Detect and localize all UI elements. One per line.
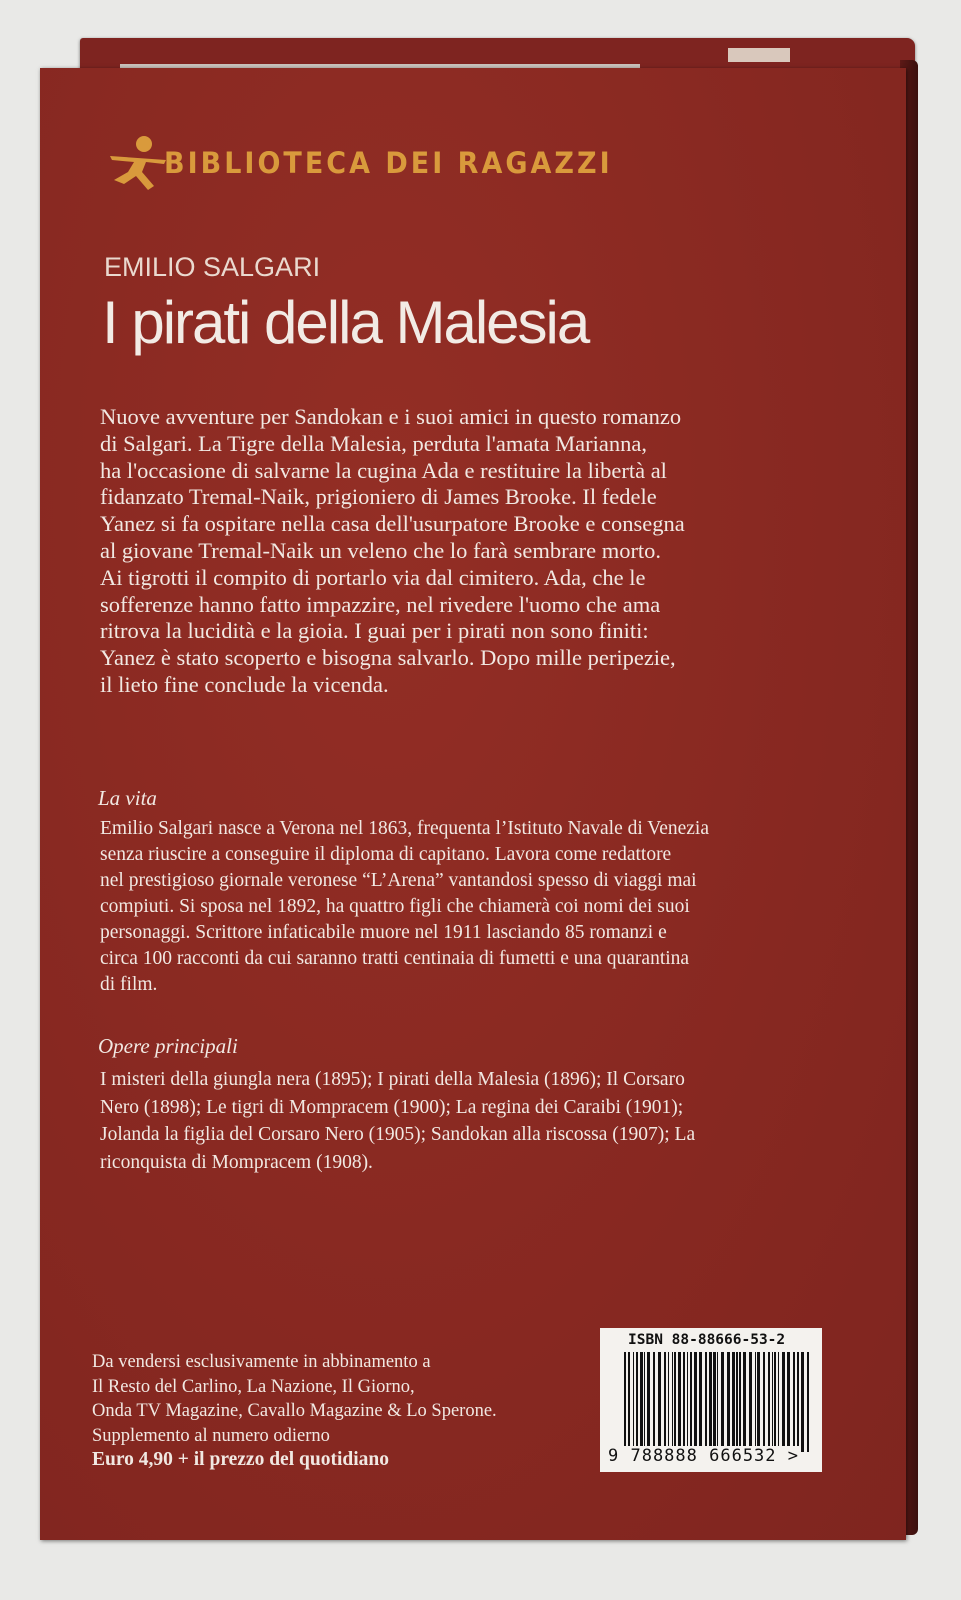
barcode-bar bbox=[658, 1352, 661, 1452]
barcode-bar bbox=[772, 1352, 773, 1452]
sale-line: Il Resto del Carlino, La Nazione, Il Giorno, bbox=[92, 1376, 415, 1397]
barcode-bar bbox=[787, 1352, 790, 1452]
barcode-bar bbox=[774, 1352, 776, 1452]
barcode-bar bbox=[668, 1352, 669, 1452]
barcode-bar bbox=[732, 1352, 735, 1452]
sale-line: Supplemento al numero odierno bbox=[92, 1425, 330, 1446]
barcode-bar bbox=[709, 1352, 712, 1452]
barcode-bars bbox=[624, 1352, 810, 1452]
sale-line: Da vendersi esclusivamente in abbinamento a bbox=[92, 1352, 431, 1372]
sale-line: Onda TV Magazine, Cavallo Magazine & Lo Sperone. bbox=[92, 1401, 497, 1421]
blurb-line: al giovane Tremal-Naik un veleno che lo farà sembrare morto. bbox=[100, 537, 662, 563]
barcode-bar bbox=[807, 1352, 809, 1452]
barcode-bar bbox=[644, 1352, 645, 1452]
price: Euro 4,90 + il prezzo del quotidiano bbox=[92, 1449, 389, 1470]
barcode-bar bbox=[633, 1352, 634, 1452]
barcode-bar bbox=[727, 1352, 730, 1452]
blurb-line: Ai tigrotti il compito di portarlo via dal cimitero. Ada, che le bbox=[100, 564, 646, 590]
blurb bbox=[100, 404, 685, 699]
series-logo bbox=[106, 134, 613, 192]
barcode-bar bbox=[797, 1352, 799, 1452]
blurb-line: fidanzato Tremal-Naik, prigioniero di James Brooke. Il fedele bbox=[100, 484, 657, 510]
barcode-bar bbox=[778, 1352, 779, 1452]
barcode-bar bbox=[694, 1352, 697, 1452]
barcode-bar bbox=[699, 1352, 702, 1452]
barcode-bar bbox=[628, 1352, 630, 1452]
bio-line: Emilio Salgari nasce a Verona nel 1863, frequenta l’Istituto Navale di Venezia bbox=[100, 818, 709, 839]
series-name: BIBLIOTECA DEI RAGAZZI bbox=[164, 145, 613, 181]
barcode-bar bbox=[801, 1352, 804, 1452]
blurb-line: Nuove avventure per Sandokan e i suoi amici in questo romanzo bbox=[100, 404, 682, 429]
bio-line: compiuti. Si sposa nel 1892, ha quattro figli che chiamerà coi nomi dei suoi bbox=[100, 896, 690, 917]
barcode-bar bbox=[793, 1352, 795, 1452]
bio-text bbox=[100, 816, 709, 998]
barcode-bar bbox=[705, 1352, 707, 1452]
barcode-bar bbox=[683, 1352, 685, 1452]
book-back-cover bbox=[40, 68, 906, 1540]
bio-line: di film. bbox=[100, 974, 158, 995]
ean-number: 9 788888 666532 > bbox=[608, 1446, 799, 1466]
barcode-bar bbox=[768, 1352, 770, 1452]
blurb-line: ha l'occasione di salvarne la cugina Ada e restituire la libertà al bbox=[100, 457, 667, 483]
works-heading: Opere principali bbox=[98, 1034, 238, 1058]
barcode-bar bbox=[672, 1352, 673, 1452]
barcode-bar bbox=[757, 1352, 760, 1452]
bio-line: circa 100 racconti da cui saranno tratti centinaia di fumetti e una quarantina bbox=[100, 948, 690, 969]
blurb-line: sofferenze hanno fatto impazzire, nel rivedere l'uomo che ama bbox=[100, 591, 661, 617]
works-line: riconquista di Mompracem (1908). bbox=[100, 1151, 373, 1173]
barcode-bar bbox=[653, 1352, 655, 1452]
author-name: EMILIO SALGARI bbox=[104, 252, 321, 282]
barcode-bar bbox=[624, 1352, 626, 1452]
barcode-bar bbox=[690, 1352, 692, 1452]
works-text bbox=[100, 1066, 695, 1176]
barcode-bar bbox=[717, 1352, 718, 1452]
barcode-bar bbox=[647, 1352, 650, 1452]
barcode-bar bbox=[687, 1352, 688, 1452]
barcode-bar bbox=[640, 1352, 643, 1452]
barcode-bar bbox=[721, 1352, 724, 1452]
blurb-line: di Salgari. La Tigre della Malesia, perduta l'amata Marianna, bbox=[100, 430, 648, 456]
blurb-line: ritrova la lucidità e la gioia. I guai per i pirati non sono finiti: bbox=[100, 618, 649, 644]
blurb-line: Yanez è stato scoperto e bisogna salvarlo. Dopo mille peripezie, bbox=[100, 645, 676, 671]
barcode-bar bbox=[664, 1352, 666, 1452]
barcode-bar bbox=[713, 1352, 716, 1452]
bio-line: nel prestigioso giornale veronese “L’Arena” vantandosi spesso di viaggi mai bbox=[100, 870, 697, 891]
barcode-bar bbox=[743, 1352, 746, 1452]
flap-tab bbox=[728, 48, 790, 62]
running-child-icon bbox=[106, 134, 170, 192]
barcode-bar bbox=[674, 1352, 676, 1452]
barcode-bar bbox=[636, 1352, 638, 1452]
barcode-bar bbox=[678, 1352, 681, 1452]
barcode-bar bbox=[782, 1352, 785, 1452]
works-line: I misteri della giungla nera (1895); I pirati della Malesia (1896); Il Corsaro bbox=[100, 1069, 685, 1090]
works-line: Jolanda la figlia del Corsaro Nero (1905); Sandokan alla riscossa (1907); La bbox=[100, 1124, 696, 1145]
isbn: ISBN 88-88666-53-2 bbox=[628, 1332, 786, 1348]
barcode-bar bbox=[739, 1352, 741, 1452]
barcode-bar bbox=[749, 1352, 752, 1452]
bio-line: personaggi. Scrittore infaticabile muore nel 1911 lasciando 85 romanzi e bbox=[100, 922, 667, 943]
sale-notice bbox=[92, 1350, 497, 1473]
barcode-bar bbox=[763, 1352, 765, 1452]
barcode-bar bbox=[755, 1352, 756, 1452]
works-line: Nero (1898); Le tigri di Mompracem (1900); La regina dei Caraibi (1901); bbox=[100, 1096, 684, 1118]
blurb-line: il lieto fine conclude la vicenda. bbox=[100, 671, 389, 697]
bio-heading: La vita bbox=[98, 786, 157, 810]
barcode-bar bbox=[736, 1352, 738, 1452]
book-title: I pirati della Malesia bbox=[102, 289, 589, 356]
blurb-line: Yanez si fa ospitare nella casa dell'usurpatore Brooke e consegna bbox=[100, 511, 685, 537]
bio-line: senza riuscire a conseguire il diploma di capitano. Lavora come redattore bbox=[100, 844, 672, 865]
barcode-label bbox=[600, 1328, 822, 1472]
